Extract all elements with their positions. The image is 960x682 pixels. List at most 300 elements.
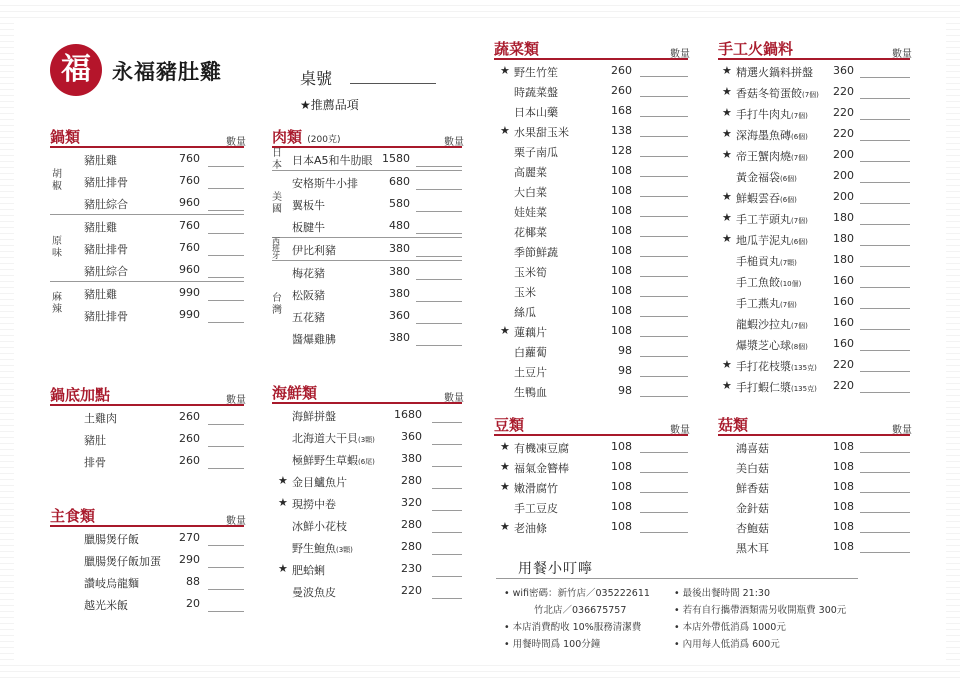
quantity-input[interactable] <box>860 161 910 162</box>
meat-title-note: (200克) <box>307 135 341 145</box>
quantity-input[interactable] <box>416 166 462 167</box>
item-price: 260 <box>611 84 632 97</box>
section-handmade <box>718 40 910 396</box>
table-number-field[interactable] <box>300 66 332 89</box>
mushrooms-title-text: 菇類 <box>718 416 749 434</box>
menu-item <box>718 476 910 496</box>
menu-item <box>272 426 462 448</box>
item-price: 220 <box>833 379 854 392</box>
quantity-input[interactable] <box>640 276 688 277</box>
item-name <box>514 364 547 380</box>
quantity-input[interactable] <box>208 188 244 189</box>
item-name-text: 海鮮拼盤 <box>292 410 336 423</box>
item-name <box>514 104 558 120</box>
hotpot-group-label: 原味 <box>52 236 62 259</box>
item-name <box>736 85 819 101</box>
menu-item <box>272 283 462 305</box>
quantity-input[interactable] <box>432 488 462 489</box>
quantity-input[interactable] <box>208 300 244 301</box>
table-number-line[interactable] <box>350 83 436 84</box>
item-name <box>292 331 336 347</box>
item-name-text: 冰鮮小花枝 <box>292 520 347 533</box>
menu-item <box>718 123 910 144</box>
quantity-input[interactable] <box>640 296 688 297</box>
item-name-text: 野生鮑魚 <box>292 542 336 555</box>
quantity-input[interactable] <box>860 492 910 493</box>
menu-item <box>272 448 462 470</box>
item-name-text: 豬肚雞 <box>84 154 117 167</box>
item-price: 200 <box>833 169 854 182</box>
recommended-star-icon: ★ <box>500 520 510 533</box>
recommended-star-icon: ★ <box>278 474 288 487</box>
tofu-title <box>494 414 524 435</box>
item-price: 360 <box>389 309 410 322</box>
item-name-text: 栗子南瓜 <box>514 146 558 159</box>
item-name-text: 蓮藕片 <box>514 326 547 339</box>
item-unit-note: (6個) <box>780 196 797 204</box>
section-base-addons <box>50 386 244 472</box>
base-addons-title <box>50 384 110 405</box>
item-name <box>84 531 139 547</box>
quantity-input[interactable] <box>432 598 462 599</box>
menu-item <box>494 100 688 120</box>
item-price: 220 <box>833 358 854 371</box>
menu-item <box>272 404 462 426</box>
recommended-star-icon: ★ <box>722 85 732 98</box>
quantity-input[interactable] <box>432 554 462 555</box>
item-name <box>292 152 373 168</box>
item-price: 580 <box>389 197 410 210</box>
item-unit-note: (7個) <box>791 217 808 225</box>
quantity-input[interactable] <box>860 77 910 78</box>
mushrooms-title <box>718 414 748 435</box>
item-name-text: 手工燕丸 <box>736 297 780 310</box>
item-name <box>84 553 161 569</box>
item-price: 230 <box>401 562 422 575</box>
quantity-input[interactable] <box>860 266 910 267</box>
quantity-input[interactable] <box>640 216 688 217</box>
quantity-input[interactable] <box>640 336 688 337</box>
recommended-star-icon: ★ <box>722 358 732 371</box>
item-price: 380 <box>389 287 410 300</box>
quantity-input[interactable] <box>640 396 688 397</box>
quantity-input[interactable] <box>640 472 688 473</box>
item-name-text: 豬肚排骨 <box>84 310 128 323</box>
menu-item <box>718 249 910 270</box>
item-name-text: 翼板牛 <box>292 199 325 212</box>
table-number-label: 桌號 <box>300 69 333 88</box>
item-name-text: 金目鱸魚片 <box>292 476 347 489</box>
menu-item <box>50 304 244 326</box>
item-name-text: 豬肚雞 <box>84 221 117 234</box>
item-price: 108 <box>611 440 632 453</box>
item-unit-note: (6個) <box>780 175 797 183</box>
item-name <box>514 164 547 180</box>
item-name <box>514 460 569 476</box>
menu-item <box>494 220 688 240</box>
quantity-input[interactable] <box>432 576 462 577</box>
quantity-input[interactable] <box>860 98 910 99</box>
item-name <box>292 496 336 512</box>
menu-item <box>272 514 462 536</box>
menu-item <box>494 200 688 220</box>
quantity-input[interactable] <box>416 301 462 302</box>
item-price: 108 <box>611 480 632 493</box>
quantity-input[interactable] <box>416 211 462 212</box>
quantity-input[interactable] <box>640 196 688 197</box>
quantity-input[interactable] <box>860 472 910 473</box>
notes-divider <box>496 578 858 579</box>
item-name <box>514 244 558 260</box>
quantity-input[interactable] <box>208 589 244 590</box>
item-price: 960 <box>179 263 200 276</box>
quantity-input[interactable] <box>640 76 688 77</box>
item-name-text: 越光米飯 <box>84 599 128 612</box>
quantity-input[interactable] <box>208 322 244 323</box>
quantity-input[interactable] <box>416 323 462 324</box>
item-name <box>736 520 769 536</box>
quantity-input[interactable] <box>860 119 910 120</box>
item-name-text: 時蔬菜盤 <box>514 86 558 99</box>
quantity-input[interactable] <box>416 279 462 280</box>
tofu-header <box>494 416 688 436</box>
item-price: 108 <box>833 460 854 473</box>
item-name-text: 豬肚排骨 <box>84 176 128 189</box>
item-name <box>292 265 325 281</box>
quantity-input[interactable] <box>208 446 244 447</box>
quantity-input[interactable] <box>640 452 688 453</box>
quantity-input[interactable] <box>432 532 462 533</box>
meat-title-text: 肉類 <box>272 128 303 146</box>
recommended-legend: ★推薦品項 <box>300 98 359 112</box>
staples-header <box>50 507 244 527</box>
meat-title <box>272 126 340 147</box>
menu-item <box>718 165 910 186</box>
item-unit-note: (135克) <box>791 385 817 393</box>
item-price: 320 <box>401 496 422 509</box>
menu-item <box>494 180 688 200</box>
quantity-input[interactable] <box>208 210 244 211</box>
item-name <box>84 308 128 324</box>
item-unit-note: (7個) <box>791 322 808 330</box>
menu-item <box>718 436 910 456</box>
item-name-text: 臘腸煲仔飯 <box>84 533 139 546</box>
item-name <box>514 344 547 360</box>
quantity-input[interactable] <box>640 136 688 137</box>
section-staples <box>50 507 244 615</box>
quantity-input[interactable] <box>860 452 910 453</box>
quantity-input[interactable] <box>860 371 910 372</box>
item-name-text: 安格斯牛小排 <box>292 177 358 190</box>
item-name-text: 醬爆雞胇 <box>292 333 336 346</box>
meat-group-label: 台灣 <box>272 293 282 316</box>
quantity-input[interactable] <box>640 376 688 377</box>
item-name <box>292 452 375 468</box>
item-name-text: 手打花枝漿 <box>736 360 791 373</box>
item-name <box>292 175 358 191</box>
item-name <box>514 324 547 340</box>
item-name-text: 曼波魚皮 <box>292 586 336 599</box>
item-name-text: 深海墨魚磚 <box>736 129 791 142</box>
menu-item <box>718 496 910 516</box>
item-name <box>84 410 117 426</box>
menu-item <box>718 207 910 228</box>
item-price: 108 <box>833 520 854 533</box>
menu-item <box>494 160 688 180</box>
quantity-input[interactable] <box>860 308 910 309</box>
menu-item <box>718 354 910 375</box>
item-name-text: 金針菇 <box>736 502 769 515</box>
seafood-qty-label: 數量 <box>444 393 464 404</box>
item-name-text: 福氣金簪棒 <box>514 462 569 475</box>
menu-item <box>494 120 688 140</box>
menu-item <box>50 259 244 281</box>
item-name <box>292 584 336 600</box>
menu-item <box>718 60 910 81</box>
handmade-title-text: 手工火鍋料 <box>718 40 794 58</box>
quantity-input[interactable] <box>416 256 462 257</box>
item-name <box>736 274 801 290</box>
item-name-text: 讚岐烏龍麵 <box>84 577 139 590</box>
meat-group-label: 西班牙 <box>272 237 280 260</box>
item-price: 1580 <box>382 152 410 165</box>
quantity-input[interactable] <box>640 96 688 97</box>
item-name-text: 手打蝦仁漿 <box>736 381 791 394</box>
quantity-input[interactable] <box>432 466 462 467</box>
item-price: 128 <box>611 144 632 157</box>
section-vegetables <box>494 40 688 400</box>
menu-item <box>50 192 244 214</box>
quantity-input[interactable] <box>860 140 910 141</box>
menu-item <box>718 333 910 354</box>
recommended-star-icon: ★ <box>500 440 510 453</box>
note-corkage: • 若有自行攜帶酒類需另收開瓶費 300元 <box>674 605 847 616</box>
item-name-text: 五花豬 <box>292 311 325 324</box>
menu-item <box>718 291 910 312</box>
quantity-input[interactable] <box>860 532 910 533</box>
note-dinein-min: • 內用每人低消爲 600元 <box>674 639 780 650</box>
meat-group <box>272 261 462 349</box>
menu-item <box>718 81 910 102</box>
tofu-qty-label: 數量 <box>670 425 690 436</box>
item-name-text: 野生竹笙 <box>514 66 558 79</box>
recommended-star-icon: ★ <box>722 148 732 161</box>
hotpot-group-label: 麻辣 <box>52 292 62 315</box>
item-name-text: 生鴨血 <box>514 386 547 399</box>
quantity-input[interactable] <box>432 422 462 423</box>
menu-item <box>718 516 910 536</box>
item-price: 108 <box>833 540 854 553</box>
item-name-text: 黑木耳 <box>736 542 769 555</box>
item-name-text: 季節鮮蔬 <box>514 246 558 259</box>
hotpot-title-text: 鍋類 <box>50 128 81 146</box>
item-name-text: 花椰菜 <box>514 226 547 239</box>
tofu-title-text: 豆類 <box>494 416 525 434</box>
quantity-input[interactable] <box>860 512 910 513</box>
item-name-text: 龍蝦沙拉丸 <box>736 318 791 331</box>
recommended-star-icon: ★ <box>722 190 732 203</box>
quantity-input[interactable] <box>860 287 910 288</box>
item-price: 98 <box>618 384 632 397</box>
quantity-input[interactable] <box>208 567 244 568</box>
menu-item <box>50 406 244 428</box>
item-price: 108 <box>611 284 632 297</box>
hotpot-group-label: 胡椒 <box>52 169 62 192</box>
item-name <box>736 379 817 395</box>
item-unit-note: (135克) <box>791 364 817 372</box>
item-price: 480 <box>389 219 410 232</box>
fu-seal-icon: 福 <box>50 44 102 96</box>
item-price: 108 <box>611 244 632 257</box>
item-name <box>736 106 808 122</box>
note-wifi-branch: 竹北店／036675757 <box>534 605 627 616</box>
item-price: 168 <box>611 104 632 117</box>
item-name <box>292 197 325 213</box>
menu-item <box>494 476 688 496</box>
quantity-input[interactable] <box>208 468 244 469</box>
base-addons-title-text: 鍋底加點 <box>50 386 111 404</box>
quantity-input[interactable] <box>860 552 910 553</box>
menu-item <box>272 536 462 558</box>
hotpot-group <box>50 148 244 215</box>
item-name <box>514 64 558 80</box>
seafood-title-text: 海鮮類 <box>272 384 318 402</box>
quantity-input[interactable] <box>640 356 688 357</box>
quantity-input[interactable] <box>208 166 244 167</box>
item-name <box>736 232 808 248</box>
item-price: 760 <box>179 219 200 232</box>
section-meat <box>272 128 462 349</box>
quantity-input[interactable] <box>640 532 688 533</box>
menu-item <box>272 215 462 237</box>
meat-group-label: 日本 <box>272 148 282 171</box>
quantity-input[interactable] <box>860 350 910 351</box>
quantity-input[interactable] <box>208 233 244 234</box>
quantity-input[interactable] <box>640 512 688 513</box>
menu-item <box>494 80 688 100</box>
quantity-input[interactable] <box>416 189 462 190</box>
item-name <box>84 575 139 591</box>
item-name-text: 香菇冬筍蛋餃 <box>736 87 802 100</box>
item-price: 760 <box>179 174 200 187</box>
menu-item <box>50 282 244 304</box>
item-name <box>84 219 117 235</box>
quantity-input[interactable] <box>640 492 688 493</box>
item-name <box>514 440 569 456</box>
quantity-input[interactable] <box>860 245 910 246</box>
item-name-text: 豬肚排骨 <box>84 243 128 256</box>
quantity-input[interactable] <box>640 316 688 317</box>
quantity-input[interactable] <box>860 203 910 204</box>
staples-title <box>50 505 95 526</box>
item-name <box>84 263 128 279</box>
quantity-input[interactable] <box>416 345 462 346</box>
quantity-input[interactable] <box>640 116 688 117</box>
menu-item <box>50 170 244 192</box>
item-name-text: 土豆片 <box>514 366 547 379</box>
recommended-star-icon: ★ <box>722 379 732 392</box>
item-name-text: 水果甜玉米 <box>514 126 569 139</box>
item-price: 260 <box>611 64 632 77</box>
quantity-input[interactable] <box>640 236 688 237</box>
recommended-star-icon: ★ <box>500 460 510 473</box>
item-name <box>736 211 808 227</box>
item-name <box>84 432 106 448</box>
item-unit-note: (3顆) <box>358 436 375 444</box>
item-name <box>736 127 808 143</box>
item-price: 360 <box>833 64 854 77</box>
quantity-input[interactable] <box>860 224 910 225</box>
item-name <box>514 264 547 280</box>
menu-item <box>494 436 688 456</box>
quantity-input[interactable] <box>208 611 244 612</box>
item-name <box>292 518 347 534</box>
item-name <box>292 219 325 235</box>
seafood-header <box>272 384 462 404</box>
quantity-input[interactable] <box>416 233 462 234</box>
item-name-text: 北海道大干貝 <box>292 432 358 445</box>
menu-item <box>272 492 462 514</box>
menu-item <box>718 228 910 249</box>
menu-item <box>494 260 688 280</box>
base-addons-qty-label: 數量 <box>226 395 246 406</box>
quantity-input[interactable] <box>860 392 910 393</box>
item-unit-note: (6個) <box>791 133 808 141</box>
item-name-text: 手工豆皮 <box>514 502 558 515</box>
item-name <box>514 384 547 400</box>
item-name-text: 黃金福袋 <box>736 171 780 184</box>
quantity-input[interactable] <box>640 156 688 157</box>
quantity-input[interactable] <box>640 256 688 257</box>
item-name <box>736 480 769 496</box>
quantity-input[interactable] <box>208 424 244 425</box>
menu-item <box>718 144 910 165</box>
item-unit-note: (7個) <box>791 112 808 120</box>
menu-item <box>50 593 244 615</box>
item-name-text: 梅花豬 <box>292 267 325 280</box>
item-price: 680 <box>389 175 410 188</box>
quantity-input[interactable] <box>208 277 244 278</box>
item-price: 108 <box>833 440 854 453</box>
item-price: 960 <box>179 196 200 209</box>
item-price: 760 <box>179 241 200 254</box>
item-unit-note: (7個) <box>791 154 808 162</box>
quantity-input[interactable] <box>432 444 462 445</box>
item-name <box>514 520 547 536</box>
item-name-text: 鮮香菇 <box>736 482 769 495</box>
note-last-order: • 最後出餐時間 21:30 <box>674 588 771 599</box>
item-unit-note: (7個) <box>802 91 819 99</box>
quantity-input[interactable] <box>432 510 462 511</box>
item-price: 220 <box>833 127 854 140</box>
menu-item <box>272 580 462 602</box>
item-name-text: 大白菜 <box>514 186 547 199</box>
item-name <box>84 454 106 470</box>
item-name <box>292 242 336 258</box>
note-takeout-min: • 本店外帶低消爲 1000元 <box>674 622 786 633</box>
handmade-qty-label: 數量 <box>892 49 912 60</box>
item-name <box>84 152 117 168</box>
item-name-text: 豬肚 <box>84 434 106 447</box>
quantity-input[interactable] <box>640 176 688 177</box>
item-price: 108 <box>611 164 632 177</box>
quantity-input[interactable] <box>208 545 244 546</box>
recommended-star-icon: ★ <box>722 127 732 140</box>
quantity-input[interactable] <box>860 329 910 330</box>
quantity-input[interactable] <box>860 182 910 183</box>
quantity-input[interactable] <box>208 255 244 256</box>
menu-item <box>272 148 462 170</box>
